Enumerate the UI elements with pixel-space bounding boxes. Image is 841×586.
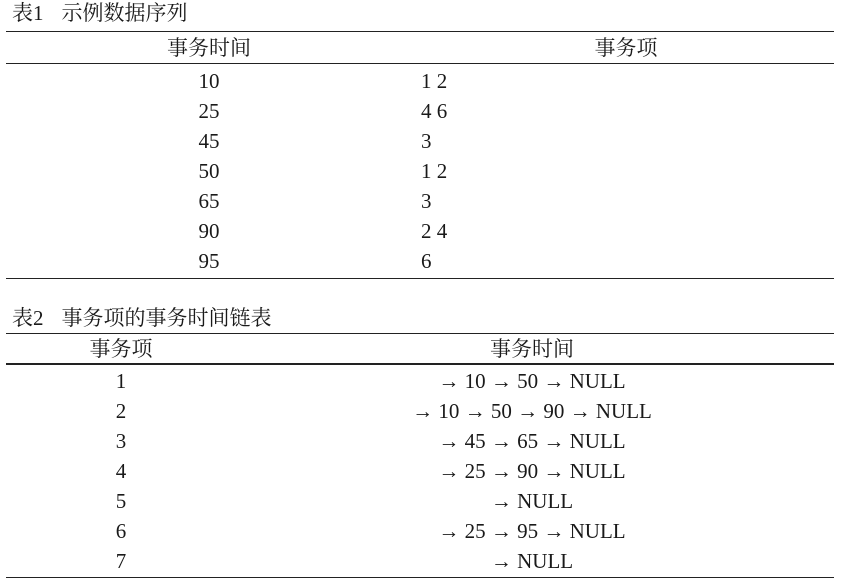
- table2-list-cell: → 10 → 50 → NULL: [438, 369, 626, 393]
- table1-row: [6, 66, 834, 96]
- table1-items-cell: 1 2: [421, 159, 448, 183]
- table1-time-cell: 45: [198, 129, 220, 153]
- table2-header-rule: [6, 363, 834, 365]
- table1-time-cell: 90: [198, 219, 220, 243]
- table2-row: [6, 396, 834, 426]
- table2: [6, 333, 834, 578]
- table2-caption: [12, 305, 272, 331]
- table2-bottom-rule: [6, 577, 834, 578]
- table1-items-cell: 3: [421, 129, 432, 153]
- table1-header-rule: [6, 63, 834, 64]
- table2-row: [6, 456, 834, 486]
- table1-caption-title: 示例数据序列: [61, 1, 188, 25]
- table2-header-row: [6, 334, 834, 364]
- table1-time-cell: 95: [198, 249, 220, 273]
- table1-top-rule: [6, 31, 834, 32]
- table1-items-cell: 4 6: [421, 99, 448, 123]
- table1-header-time: 事务时间: [167, 36, 251, 60]
- table1-row: [6, 126, 834, 156]
- table2-item-cell: 5: [115, 489, 127, 513]
- table1-caption: [12, 0, 188, 26]
- table2-caption-title: 事务项的事务时间链表: [61, 306, 272, 330]
- table2-item-cell: 6: [115, 519, 127, 543]
- table1-row: [6, 186, 834, 216]
- table2-list-cell: → 10 → 50 → 90 → NULL: [412, 399, 652, 423]
- table1-time-cell: 65: [198, 189, 220, 213]
- table2-caption-number: 表2: [12, 306, 44, 330]
- table1-items-cell: 1 2: [421, 69, 448, 93]
- table2-row: [6, 366, 834, 396]
- table2-row: [6, 486, 834, 516]
- table1-bottom-rule: [6, 278, 834, 279]
- table2-header-item: 事务项: [89, 337, 153, 361]
- table1-row: [6, 246, 834, 276]
- table1-time-cell: 25: [198, 99, 220, 123]
- table2-item-cell: 1: [115, 369, 127, 393]
- table1-items-cell: 2 4: [421, 219, 448, 243]
- table1-time-cell: 10: [198, 69, 220, 93]
- table1-caption-number: 表1: [12, 1, 44, 25]
- table2-item-cell: 4: [115, 459, 127, 483]
- table1-row: [6, 96, 834, 126]
- table1: [6, 31, 834, 279]
- table1-time-cell: 50: [198, 159, 220, 183]
- table2-item-cell: 7: [115, 549, 127, 573]
- table2-row: [6, 426, 834, 456]
- table1-header-row: [6, 33, 834, 63]
- table2-header-list: 事务时间: [490, 337, 574, 361]
- table2-item-cell: 3: [115, 429, 127, 453]
- table2-list-cell: → 45 → 65 → NULL: [438, 429, 626, 453]
- table2-row: [6, 516, 834, 546]
- table2-list-cell: → NULL: [490, 549, 574, 573]
- table2-list-cell: → NULL: [490, 489, 574, 513]
- table1-row: [6, 156, 834, 186]
- table1-header-items: 事务项: [594, 36, 658, 60]
- table2-item-cell: 2: [115, 399, 127, 423]
- table1-row: [6, 216, 834, 246]
- table2-list-cell: → 25 → 95 → NULL: [438, 519, 626, 543]
- table2-list-cell: → 25 → 90 → NULL: [438, 459, 626, 483]
- table1-items-cell: 6: [421, 249, 432, 273]
- table2-row: [6, 546, 834, 576]
- table1-items-cell: 3: [421, 189, 432, 213]
